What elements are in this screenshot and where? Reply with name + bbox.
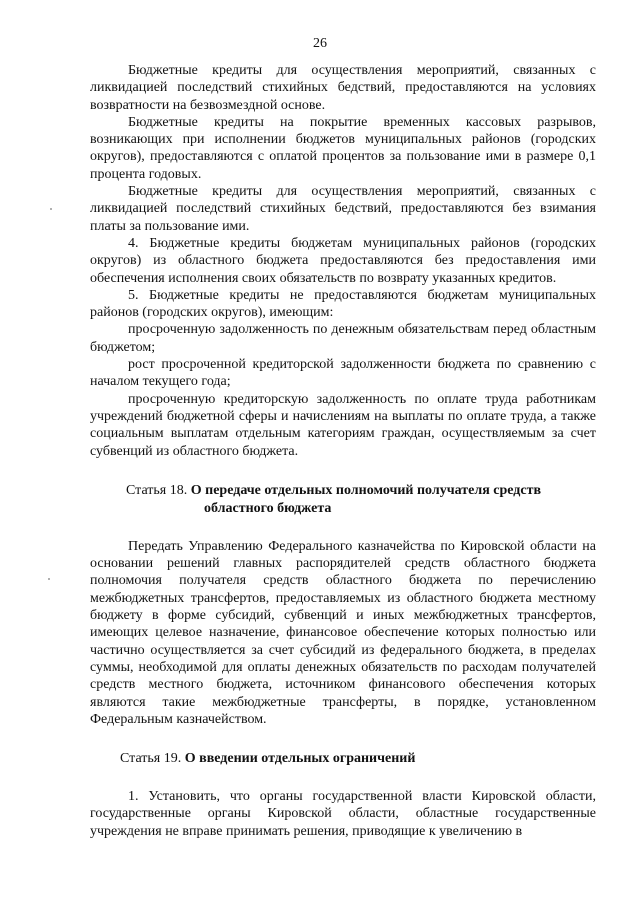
article-19-label: Статья 19. (120, 751, 182, 767)
article-19-heading (90, 750, 596, 768)
page-number: 26 (313, 36, 327, 51)
article-19-title: О введении отдельных ограничений (184, 751, 416, 767)
paragraph: Бюджетные кредиты для осуществления мероприятий, связанных с ликвидацией последствий стихийных бедствий, предоставляются без взимания платы за пользование ими. (90, 184, 596, 234)
scan-speck (48, 578, 50, 580)
scan-speck (50, 208, 52, 210)
list-item: рост просроченной кредиторской задолженности бюджета по сравнению с началом текущего года; (90, 357, 596, 390)
list-item: просроченную кредиторскую задолженность по оплате труда работникам учреждений бюджетной сферы и начислениям на выплаты по оплате труда, а также социальным выплатам отдельным категориям граждан, осуществляемым за счет субвенций из областного бюджета. (90, 391, 596, 459)
article-18-body: Передать Управлению Федерального казначейства по Кировской области на основании решений главных распорядителей средств областного бюджета полномочия получателя средств областного бюджета по перечислению межбюджетных трансфертов, предоставляемых из областного бюджета местному бюджету в форме субсидий, субвенций и иных межбюджетных трансфертов, имеющих целевое назначение, финансовое обеспечение которых полностью или частично осуществляется за счет субсидий из федерального бюджета, в пределах суммы, необходимой для оплаты денежных обязательств по расходам получателей средств местного бюджета, источником финансового обеспечения которых являются такие межбюджетные трансферты, в порядке, установленном Федеральным казначейством. (90, 538, 596, 727)
article-18-title-cont: областного бюджета (204, 500, 332, 516)
paragraph: 4. Бюджетные кредиты бюджетам муниципальных районов (городских округов) из областного бюджета предоставляются без предоставления ими обеспечения исполнения своих обязательств по возврату указанных кредитов. (90, 235, 596, 286)
article-18-title: О передаче отдельных полномочий получателя средств (190, 482, 542, 498)
list-item: просроченную задолженность по денежным обязательствам перед областным бюджетом; (90, 322, 596, 355)
paragraph: Бюджетные кредиты для осуществления мероприятий, связанных с ликвидацией последствий стихийных бедствий, предоставляются на условиях возвратности на безвозмездной основе. (90, 63, 596, 113)
paragraph: 5. Бюджетные кредиты не предоставляются бюджетам муниципальных районов (городских округов), имеющим: (90, 287, 596, 321)
document-body (90, 62, 596, 840)
article-18-heading (90, 482, 596, 518)
article-18-label: Статья 18. (126, 482, 188, 498)
article-19-body: 1. Установить, что органы государственной власти Кировской области, государственные органы Кировской области, областные государственные учреждения не вправе принимать решения, приводящие к увеличению в (90, 789, 596, 839)
paragraph: Бюджетные кредиты на покрытие временных кассовых разрывов, возникающих при исполнении бюджетов муниципальных районов (городских округов), предоставляются с оплатой процентов за пользование ими в размере 0,1 процента годовых. (90, 114, 596, 182)
